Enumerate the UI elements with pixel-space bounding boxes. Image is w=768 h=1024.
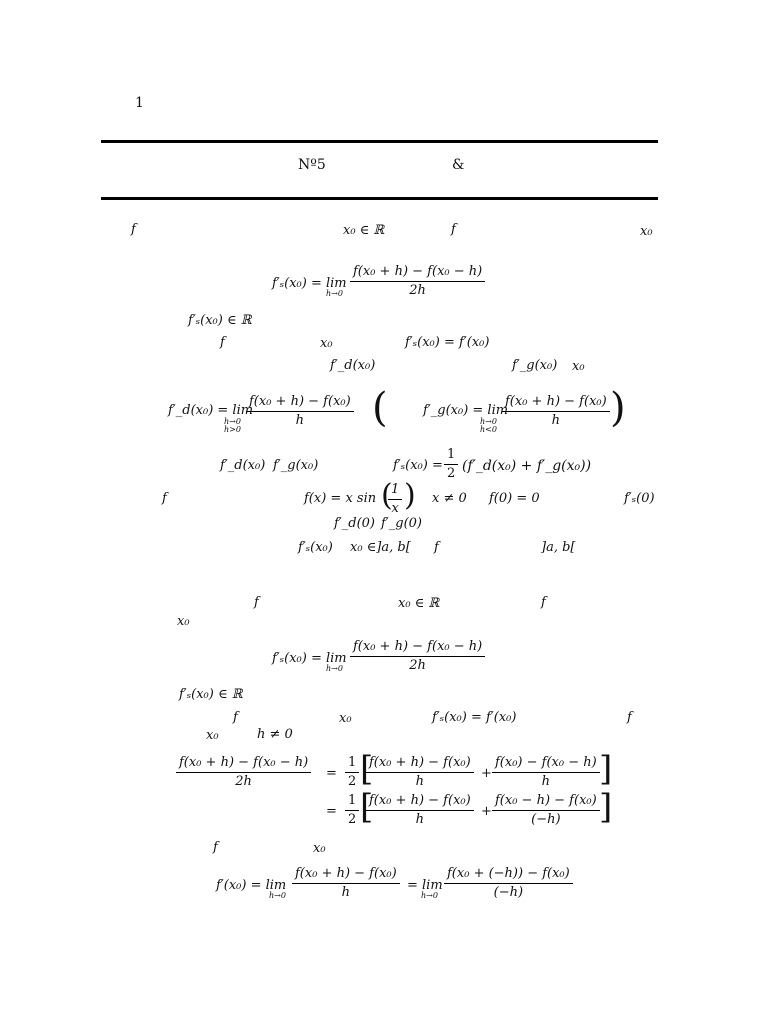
eq-term-3: $\frac{\text{f(x₀ + h) − f(x₀)}}{h}$ bbox=[366, 794, 474, 828]
def-d-num: f(x₀ + h) − f(x₀) bbox=[246, 395, 354, 412]
q5-f: f bbox=[213, 840, 218, 855]
fd0: f′_d(0) bbox=[334, 516, 375, 531]
eq-sign-1: = bbox=[326, 766, 337, 781]
intro-x0-in-R: x₀ ∈ ℝ bbox=[343, 223, 385, 238]
def1-num: f(x₀ + h) − f(x₀ − h) bbox=[350, 265, 485, 282]
def1-fraction bbox=[350, 265, 485, 299]
exercise-number: Nº5 bbox=[298, 157, 326, 173]
part2-x0-in-R: x₀ ∈ ℝ bbox=[398, 596, 440, 611]
fs-in-R: f′ₛ(x₀) ∈ ℝ bbox=[188, 313, 252, 328]
eq-term-2: $\frac{\text{f(x₀) − f(x₀ − h)}}{h}$ bbox=[492, 756, 600, 790]
right-paren: ) bbox=[610, 385, 626, 431]
ab-x0: x₀ ∈]a, b[ bbox=[350, 540, 411, 555]
final-lim-sub-2: h→0 bbox=[421, 891, 438, 900]
part2-x0: x₀ bbox=[177, 614, 190, 629]
half-lhs: f′ₛ(x₀) = bbox=[393, 458, 443, 473]
def2-num: f(x₀ + h) − f(x₀ − h) bbox=[350, 640, 485, 657]
left-paren: ( bbox=[372, 385, 388, 431]
header-top-rule bbox=[101, 140, 658, 143]
def-d-den: h bbox=[295, 413, 305, 429]
eq-half-2: $\frac{1}{2}$ bbox=[345, 794, 359, 828]
example-f0: f(0) = 0 bbox=[489, 491, 540, 506]
example-f: f bbox=[162, 491, 167, 506]
q3-x0: x₀ bbox=[339, 711, 352, 726]
def2-lim-sub: h→0 bbox=[326, 664, 343, 673]
eq-plus-2: + bbox=[481, 804, 492, 819]
q1-eq: f′ₛ(x₀) = f′(x₀) bbox=[405, 335, 490, 350]
example-cond: x ≠ 0 bbox=[432, 491, 467, 506]
half-rhs: (f′_d(x₀) + f′_g(x₀)) bbox=[462, 458, 592, 474]
def-d-lim-sub: h→0 h>0 bbox=[224, 417, 241, 435]
part2-f2: f bbox=[541, 595, 546, 610]
def-g-lhs: f′_g(x₀) = lim bbox=[423, 403, 509, 418]
q2-x0: x₀ bbox=[572, 359, 585, 374]
eq-half-1: $\frac{1}{2}$ bbox=[345, 756, 359, 790]
def-d-lhs: f′_d(x₀) = lim bbox=[168, 403, 254, 418]
intro-x0: x₀ bbox=[640, 224, 653, 239]
def-g-fraction bbox=[502, 395, 610, 429]
q3-eq: f′ₛ(x₀) = f′(x₀) bbox=[432, 710, 517, 725]
half-fg: f′_g(x₀) bbox=[273, 458, 319, 473]
ab-fs: f′ₛ(x₀) bbox=[298, 540, 333, 555]
q2-fd: f′_d(x₀) bbox=[330, 358, 376, 373]
eq-sign-2: = bbox=[326, 804, 337, 819]
def2-lhs: f′ₛ(x₀) = lim bbox=[272, 651, 347, 666]
def1-lim-sub: h→0 bbox=[326, 289, 343, 298]
final-fraction-1: $\frac{\text{f(x₀ + h) − f(x₀)}}{h}$ bbox=[292, 867, 400, 901]
ab-interval: ]a, b[ bbox=[541, 540, 576, 555]
def-d-fraction bbox=[246, 395, 354, 429]
fg0: f′_g(0) bbox=[381, 516, 422, 531]
eq-plus-1: + bbox=[481, 766, 492, 781]
bracket-left-2: [ bbox=[360, 787, 374, 827]
final-lhs: f′(x₀) = lim bbox=[216, 878, 287, 893]
q5-x0: x₀ bbox=[313, 841, 326, 856]
q4-h: h ≠ 0 bbox=[257, 727, 293, 742]
def2-fraction bbox=[350, 640, 485, 674]
bracket-left-1: [ bbox=[360, 749, 374, 789]
example-fs0: f′ₛ(0) bbox=[624, 491, 655, 506]
intro-f: f bbox=[131, 222, 136, 237]
def-g-lim-sub: h→0 h<0 bbox=[480, 417, 497, 435]
final-fraction-2: $\frac{\text{f(x₀ + (−h)) − f(x₀)}}{(-h)}$ bbox=[444, 867, 573, 901]
example-paren-right: ) bbox=[404, 478, 416, 513]
half-fraction: $\frac{1}{2}$ bbox=[444, 448, 458, 482]
intro-f2: f bbox=[451, 222, 456, 237]
q3-f2: f bbox=[627, 710, 632, 725]
final-lim-sub-1: h→0 bbox=[269, 891, 286, 900]
def-g-num: f(x₀ + h) − f(x₀) bbox=[502, 395, 610, 412]
q4-x0: x₀ bbox=[206, 728, 219, 743]
final-eq: = lim bbox=[407, 878, 443, 893]
example-paren-left: ( bbox=[381, 478, 393, 513]
q3-f: f bbox=[233, 710, 238, 725]
header-ampersand: & bbox=[452, 157, 465, 173]
half-fd: f′_d(x₀) bbox=[220, 458, 266, 473]
def2-den: 2h bbox=[409, 658, 426, 674]
page-number: 1 bbox=[135, 95, 144, 111]
def-g-den: h bbox=[551, 413, 561, 429]
example-fx: f(x) = x sin bbox=[304, 491, 377, 506]
part2-f: f bbox=[254, 595, 259, 610]
ab-f: f bbox=[434, 540, 439, 555]
def1-lhs: f′ₛ(x₀) = lim bbox=[272, 276, 347, 291]
eq-term-4: $\frac{\text{f(x₀ − h) − f(x₀)}}{(-h)}$ bbox=[492, 794, 600, 828]
def1-den: 2h bbox=[409, 283, 426, 299]
q1-f: f bbox=[220, 335, 225, 350]
header-bottom-rule bbox=[101, 197, 658, 200]
q2-fg: f′_g(x₀) bbox=[512, 358, 558, 373]
eq-term-1: $\frac{\text{f(x₀ + h) − f(x₀)}}{h}$ bbox=[366, 756, 474, 790]
q1-x0: x₀ bbox=[320, 336, 333, 351]
bracket-right-1: ] bbox=[599, 749, 613, 789]
fs-in-R-2: f′ₛ(x₀) ∈ ℝ bbox=[179, 687, 243, 702]
bracket-right-2: ] bbox=[599, 787, 613, 827]
eq-lhs-fraction: $\frac{\text{f(x₀ + h) − f(x₀ − h)}}{2h}$ bbox=[176, 756, 311, 790]
example-fraction: $\frac{1}{x}$ bbox=[388, 483, 402, 517]
